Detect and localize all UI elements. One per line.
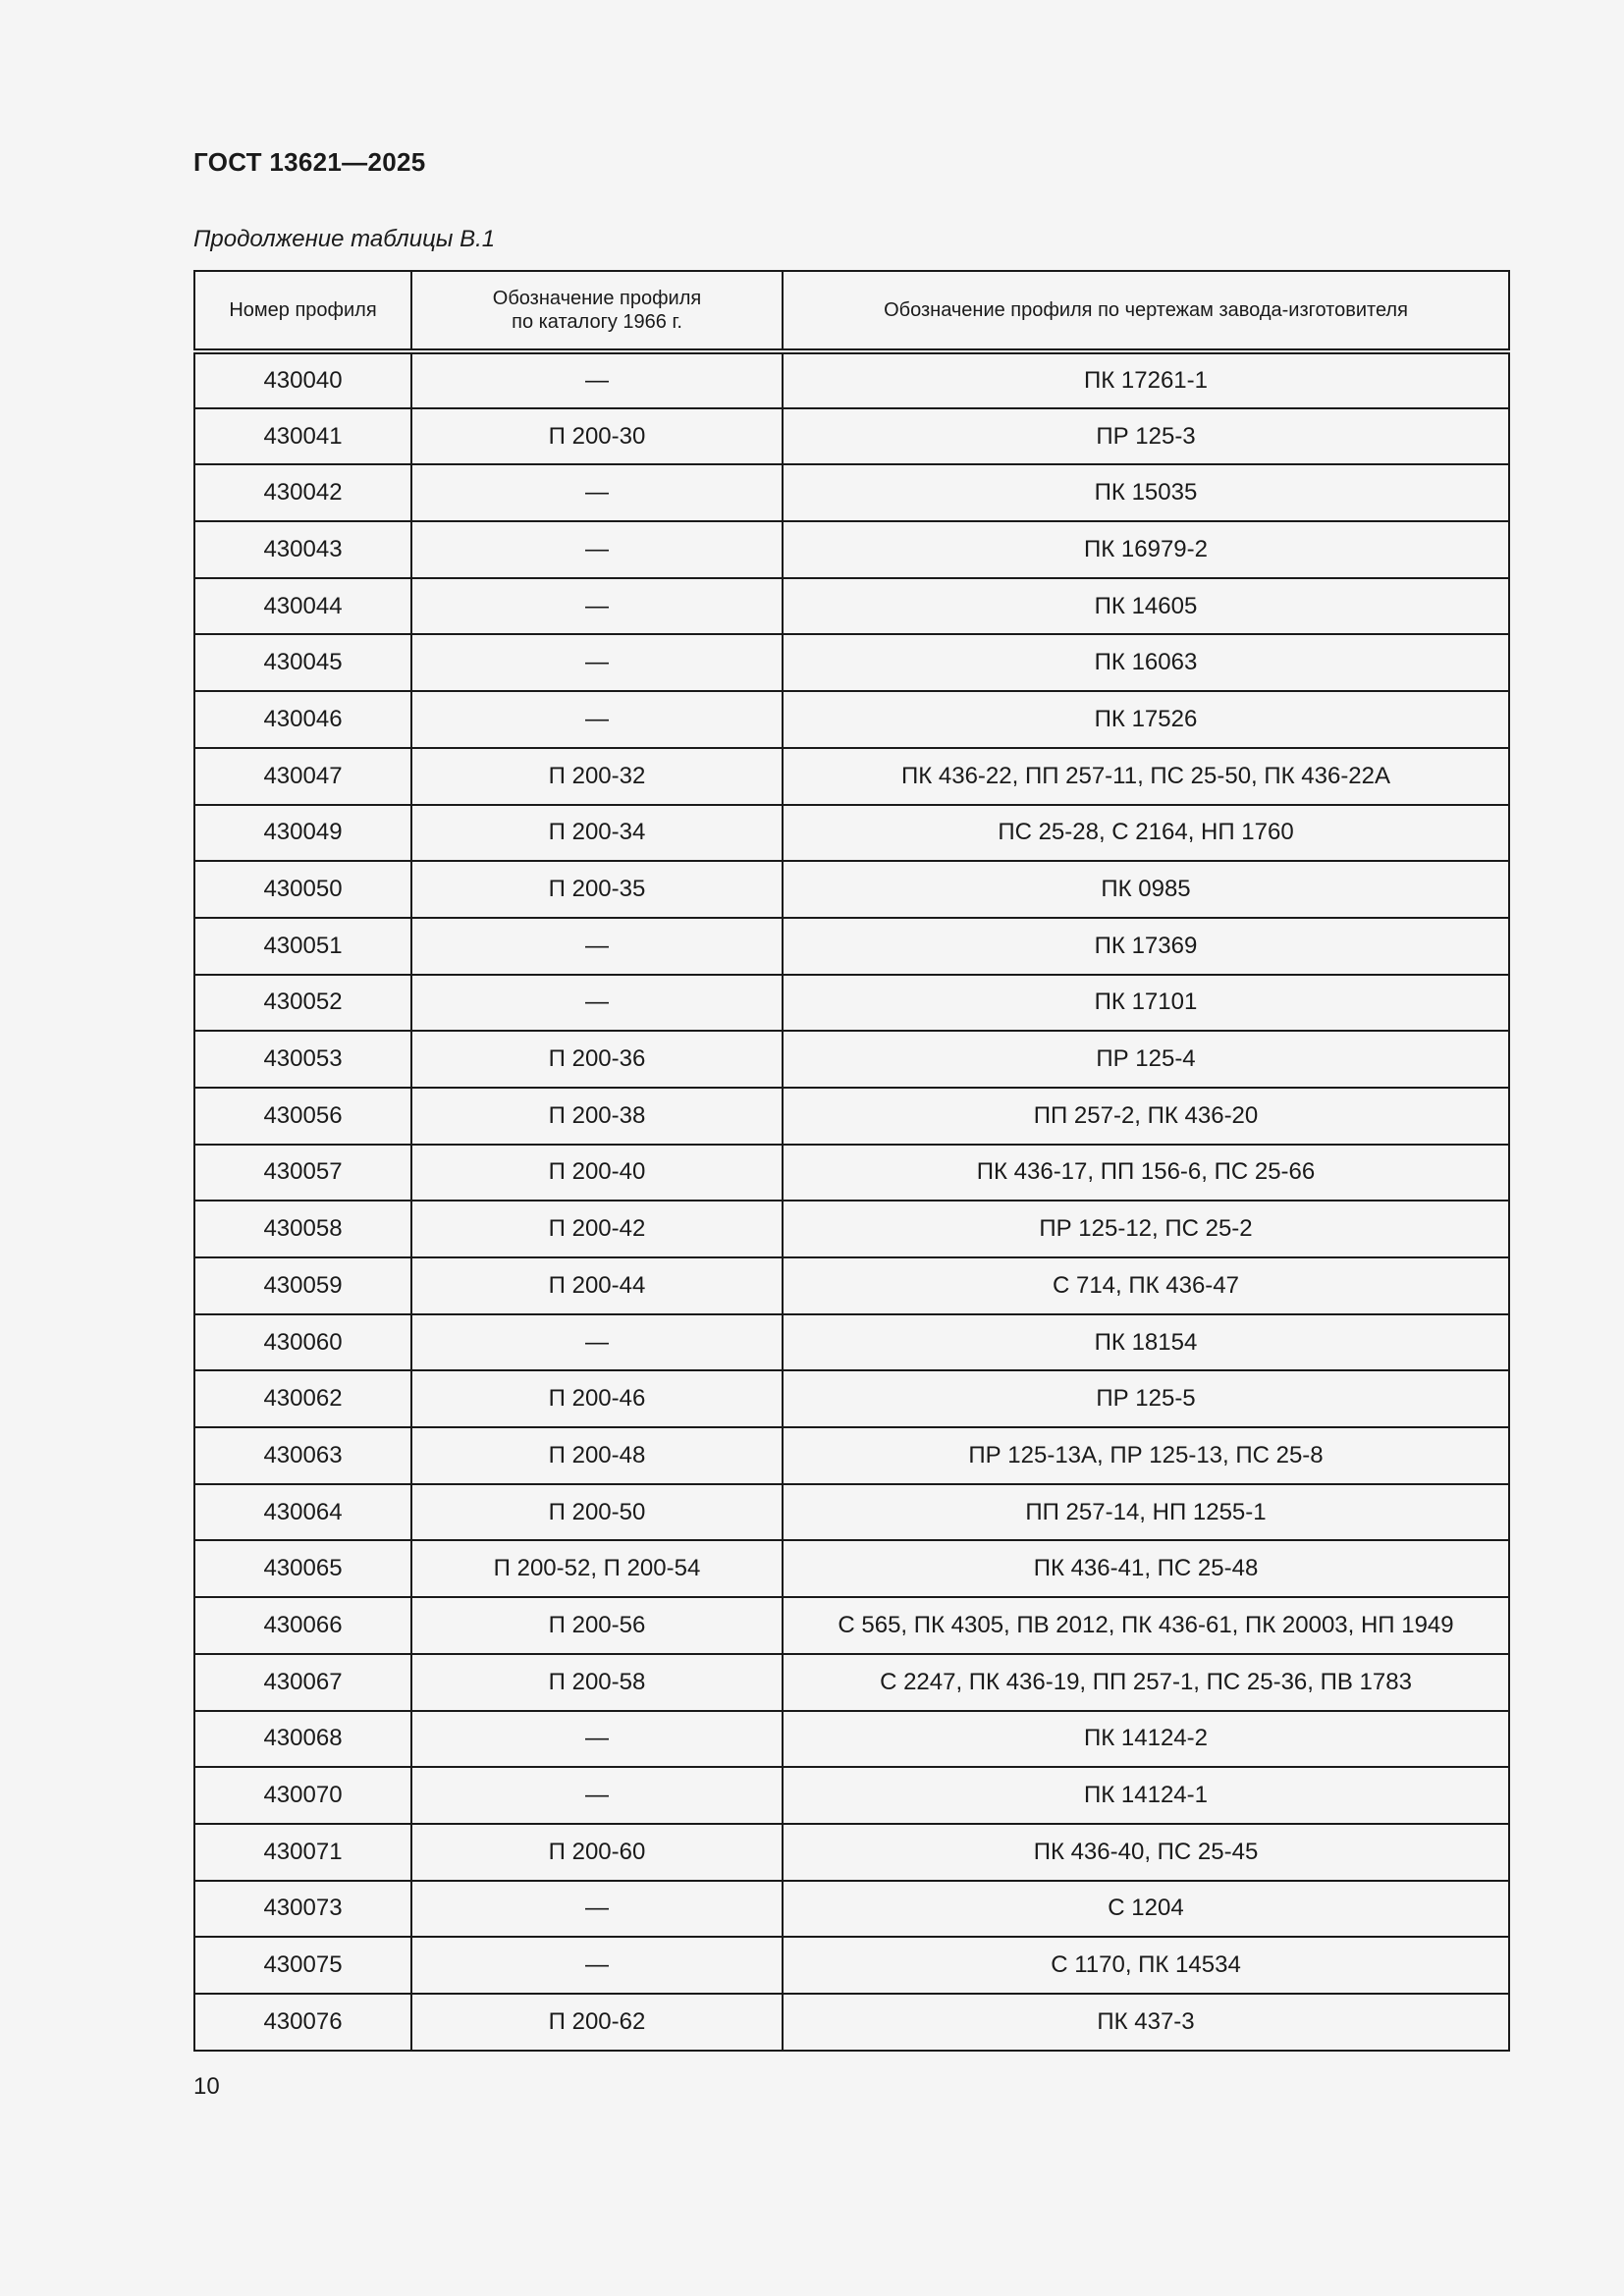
table-row (194, 805, 1509, 862)
cell-catalog-1966: — (411, 1314, 783, 1371)
cell-factory-designation: ПК 18154 (783, 1314, 1509, 1371)
cell-profile-number: 430042 (194, 464, 411, 521)
cell-catalog-1966: — (411, 1881, 783, 1938)
table-row (194, 1201, 1509, 1257)
cell-profile-number: 430075 (194, 1937, 411, 1994)
cell-catalog-1966: П 200-36 (411, 1031, 783, 1088)
table-row (194, 408, 1509, 465)
cell-profile-number: 430056 (194, 1088, 411, 1145)
cell-factory-designation: С 565, ПК 4305, ПВ 2012, ПК 436-61, ПК 20003, НП 1949 (783, 1597, 1509, 1654)
cell-catalog-1966: — (411, 464, 783, 521)
page-number: 10 (193, 2073, 220, 2100)
table-row (194, 861, 1509, 918)
cell-profile-number: 430041 (194, 408, 411, 465)
cell-factory-designation: ПК 14124-1 (783, 1767, 1509, 1824)
cell-factory-designation: С 714, ПК 436-47 (783, 1257, 1509, 1314)
cell-profile-number: 430050 (194, 861, 411, 918)
table-row (194, 1994, 1509, 2051)
cell-catalog-1966: — (411, 918, 783, 975)
table-row (194, 1881, 1509, 1938)
table-row (194, 1427, 1509, 1484)
cell-catalog-1966: П 200-30 (411, 408, 783, 465)
table-row (194, 1484, 1509, 1541)
cell-profile-number: 430062 (194, 1370, 411, 1427)
cell-catalog-1966: П 200-40 (411, 1145, 783, 1201)
cell-profile-number: 430064 (194, 1484, 411, 1541)
cell-factory-designation: ПК 15035 (783, 464, 1509, 521)
table-row (194, 975, 1509, 1032)
table-row (194, 464, 1509, 521)
cell-factory-designation: ПК 17101 (783, 975, 1509, 1032)
cell-catalog-1966: П 200-56 (411, 1597, 783, 1654)
cell-catalog-1966: П 200-52, П 200-54 (411, 1540, 783, 1597)
cell-profile-number: 430046 (194, 691, 411, 748)
cell-catalog-1966: П 200-48 (411, 1427, 783, 1484)
table-row (194, 351, 1509, 408)
cell-profile-number: 430053 (194, 1031, 411, 1088)
cell-factory-designation: ПК 16979-2 (783, 521, 1509, 578)
header-row (194, 271, 1509, 351)
cell-catalog-1966: П 200-60 (411, 1824, 783, 1881)
cell-catalog-1966: П 200-46 (411, 1370, 783, 1427)
cell-factory-designation: ПК 17526 (783, 691, 1509, 748)
cell-catalog-1966: — (411, 975, 783, 1032)
cell-factory-designation: ПК 17369 (783, 918, 1509, 975)
cell-profile-number: 430067 (194, 1654, 411, 1711)
cell-catalog-1966: П 200-58 (411, 1654, 783, 1711)
cell-profile-number: 430059 (194, 1257, 411, 1314)
table-row (194, 1597, 1509, 1654)
cell-catalog-1966: П 200-42 (411, 1201, 783, 1257)
table-row (194, 748, 1509, 805)
cell-profile-number: 430051 (194, 918, 411, 975)
cell-factory-designation: ПК 16063 (783, 634, 1509, 691)
table-row (194, 1257, 1509, 1314)
cell-factory-designation: ПК 0985 (783, 861, 1509, 918)
cell-catalog-1966: — (411, 578, 783, 635)
cell-profile-number: 430071 (194, 1824, 411, 1881)
table-caption: Продолжение таблицы В.1 (193, 226, 496, 252)
header-catalog-1966: Обозначение профиля по каталогу 1966 г. (411, 271, 783, 351)
table-row (194, 1314, 1509, 1371)
cell-factory-designation: ПП 257-2, ПК 436-20 (783, 1088, 1509, 1145)
cell-factory-designation: ПК 436-41, ПС 25-48 (783, 1540, 1509, 1597)
table-header (194, 271, 1509, 351)
table-row (194, 1937, 1509, 1994)
cell-profile-number: 430047 (194, 748, 411, 805)
cell-profile-number: 430068 (194, 1711, 411, 1768)
cell-catalog-1966: П 200-32 (411, 748, 783, 805)
cell-factory-designation: ПК 14605 (783, 578, 1509, 635)
cell-profile-number: 430070 (194, 1767, 411, 1824)
table-row (194, 918, 1509, 975)
cell-profile-number: 430052 (194, 975, 411, 1032)
cell-catalog-1966: — (411, 1937, 783, 1994)
cell-catalog-1966: П 200-34 (411, 805, 783, 862)
table-row (194, 1711, 1509, 1768)
document-title: ГОСТ 13621—2025 (193, 147, 426, 177)
cell-profile-number: 430049 (194, 805, 411, 862)
cell-catalog-1966: П 200-50 (411, 1484, 783, 1541)
profile-table-container (193, 270, 1508, 2052)
table-row (194, 1031, 1509, 1088)
cell-factory-designation: ПС 25-28, С 2164, НП 1760 (783, 805, 1509, 862)
table-row (194, 521, 1509, 578)
cell-profile-number: 430076 (194, 1994, 411, 2051)
cell-factory-designation: ПК 437-3 (783, 1994, 1509, 2051)
header-factory-designation: Обозначение профиля по чертежам завода-изготовителя (783, 271, 1509, 351)
cell-factory-designation: С 2247, ПК 436-19, ПП 257-1, ПС 25-36, ПВ 1783 (783, 1654, 1509, 1711)
cell-catalog-1966: П 200-35 (411, 861, 783, 918)
header-profile-number: Номер профиля (194, 271, 411, 351)
table-row (194, 578, 1509, 635)
table-row (194, 634, 1509, 691)
table-row (194, 1540, 1509, 1597)
cell-factory-designation: ПР 125-4 (783, 1031, 1509, 1088)
cell-profile-number: 430045 (194, 634, 411, 691)
cell-profile-number: 430043 (194, 521, 411, 578)
cell-profile-number: 430040 (194, 351, 411, 408)
cell-factory-designation: ПР 125-12, ПС 25-2 (783, 1201, 1509, 1257)
cell-factory-designation: ПК 436-22, ПП 257-11, ПС 25-50, ПК 436-22А (783, 748, 1509, 805)
cell-catalog-1966: — (411, 691, 783, 748)
cell-catalog-1966: — (411, 1767, 783, 1824)
cell-profile-number: 430058 (194, 1201, 411, 1257)
cell-factory-designation: С 1170, ПК 14534 (783, 1937, 1509, 1994)
cell-factory-designation: ПР 125-5 (783, 1370, 1509, 1427)
table-row (194, 1824, 1509, 1881)
cell-factory-designation: ПП 257-14, НП 1255-1 (783, 1484, 1509, 1541)
table-body (194, 351, 1509, 2051)
cell-profile-number: 430073 (194, 1881, 411, 1938)
table-row (194, 1370, 1509, 1427)
table-row (194, 1088, 1509, 1145)
cell-catalog-1966: — (411, 351, 783, 408)
cell-profile-number: 430060 (194, 1314, 411, 1371)
cell-catalog-1966: — (411, 521, 783, 578)
cell-profile-number: 430065 (194, 1540, 411, 1597)
cell-factory-designation: ПК 436-17, ПП 156-6, ПС 25-66 (783, 1145, 1509, 1201)
cell-catalog-1966: П 200-62 (411, 1994, 783, 2051)
table-row (194, 691, 1509, 748)
cell-catalog-1966: — (411, 634, 783, 691)
cell-factory-designation: ПК 436-40, ПС 25-45 (783, 1824, 1509, 1881)
cell-profile-number: 430063 (194, 1427, 411, 1484)
cell-catalog-1966: П 200-38 (411, 1088, 783, 1145)
cell-profile-number: 430057 (194, 1145, 411, 1201)
cell-catalog-1966: П 200-44 (411, 1257, 783, 1314)
profile-designation-table (193, 270, 1510, 2052)
cell-factory-designation: ПК 14124-2 (783, 1711, 1509, 1768)
table-row (194, 1767, 1509, 1824)
cell-factory-designation: ПР 125-3 (783, 408, 1509, 465)
cell-profile-number: 430044 (194, 578, 411, 635)
cell-factory-designation: С 1204 (783, 1881, 1509, 1938)
table-row (194, 1145, 1509, 1201)
cell-profile-number: 430066 (194, 1597, 411, 1654)
cell-factory-designation: ПР 125-13А, ПР 125-13, ПС 25-8 (783, 1427, 1509, 1484)
cell-catalog-1966: — (411, 1711, 783, 1768)
cell-factory-designation: ПК 17261-1 (783, 351, 1509, 408)
table-row (194, 1654, 1509, 1711)
